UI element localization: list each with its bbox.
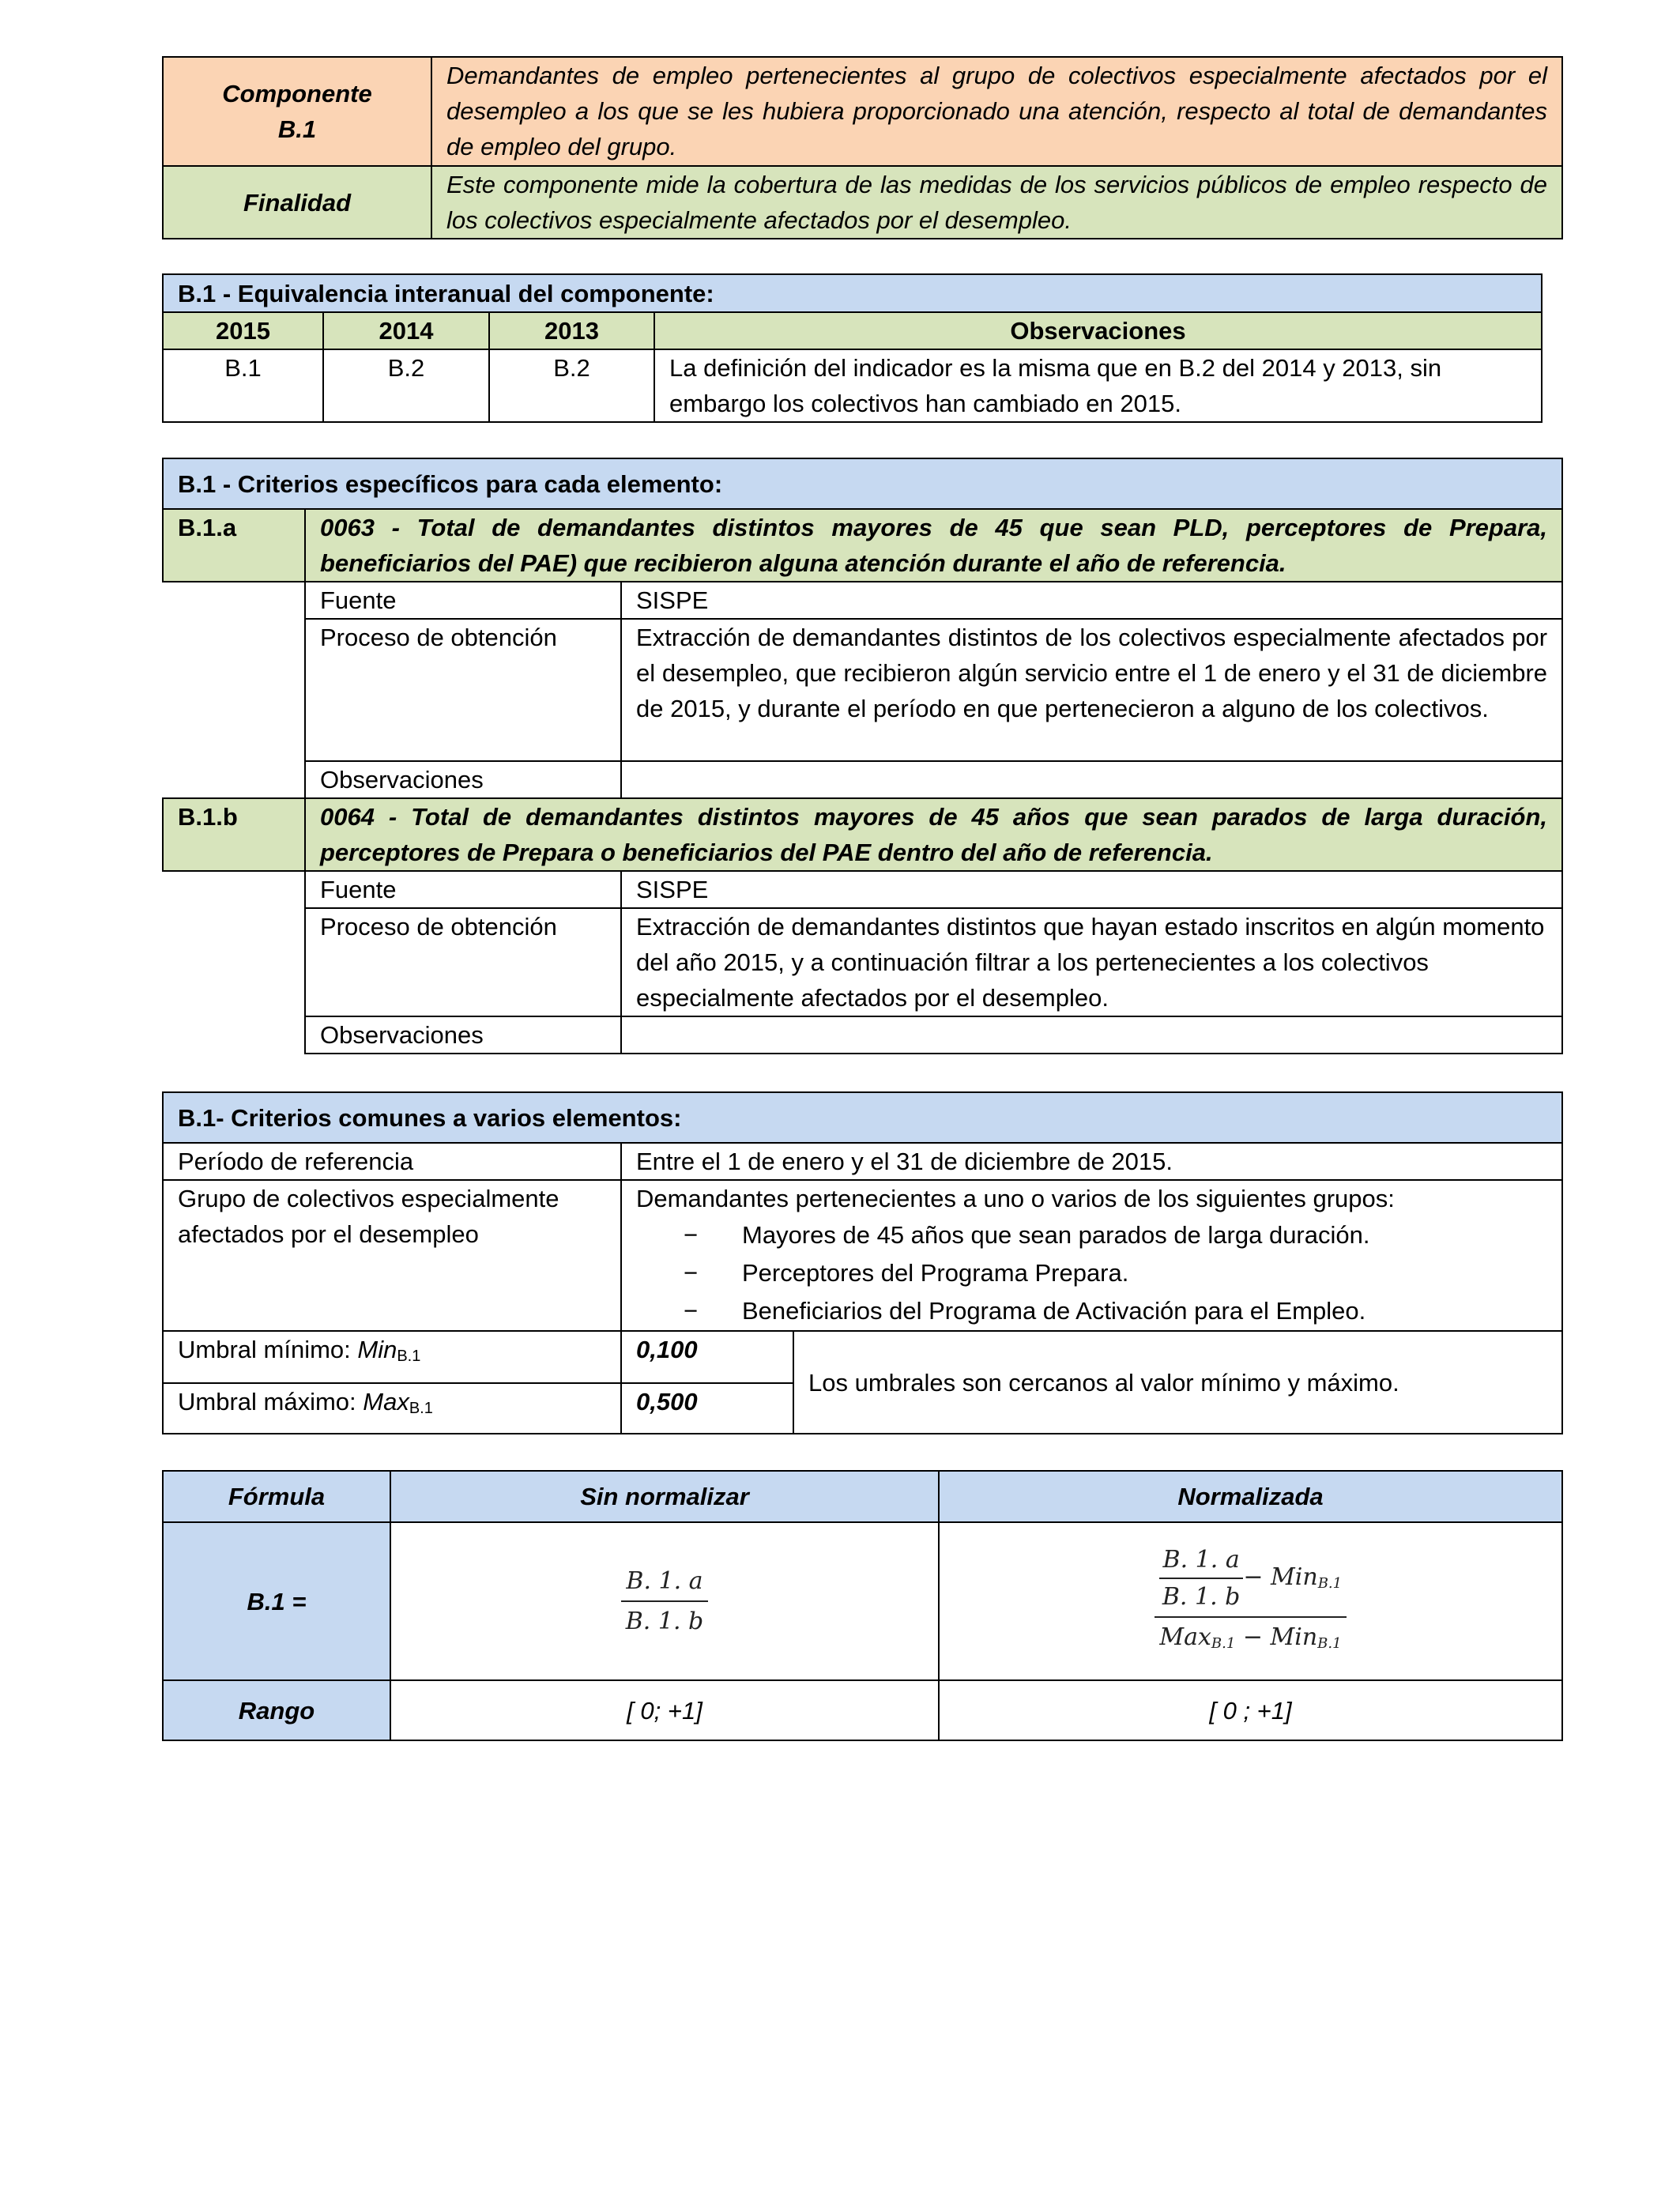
formula-normalized-den-max: Max bbox=[1159, 1623, 1211, 1651]
formula-normalized-inner-fraction bbox=[1159, 1542, 1243, 1615]
formula-normalized-min-sub: B.1 bbox=[1317, 1574, 1343, 1592]
group-intro: Demandantes pertenecientes a uno o varios de los siguientes grupos: bbox=[636, 1185, 1395, 1212]
component-label-line2: B.1 bbox=[277, 115, 317, 143]
formula-header-formula: Fórmula bbox=[163, 1471, 390, 1522]
max-threshold-label bbox=[163, 1383, 621, 1434]
formula-row-label: B.1 = bbox=[163, 1522, 390, 1680]
equivalence-header-2013: 2013 bbox=[489, 312, 654, 349]
equivalence-table bbox=[162, 273, 1543, 423]
min-threshold-value: 0,100 bbox=[621, 1331, 793, 1383]
element-a-name: 0063 - Total de demandantes distintos mayores de 45 que sean PLD, perceptores de Prepara, beneficiarios del PAE) que recibieron alguna atención durante el año de referencia. bbox=[305, 509, 1562, 582]
element-a-process: Extracción de demandantes distintos de los colectivos especialmente afectados por el desempleo, que recibieron algún servicio entre el 1 de enero y el 31 de diciembre de 2015, y durante el período en que pertenecieron a alguno de los colectivos. bbox=[621, 619, 1562, 761]
min-threshold-text: Umbral mínimo: bbox=[178, 1336, 358, 1363]
group-list bbox=[636, 1216, 1547, 1330]
equivalence-cell-2015: B.1 bbox=[163, 349, 323, 422]
common-title: B.1- Criterios comunes a varios elementos: bbox=[163, 1092, 1562, 1143]
formula-range-label: Rango bbox=[163, 1680, 390, 1740]
element-b-spacer bbox=[163, 871, 305, 1054]
formula-normalized-denominator bbox=[1155, 1618, 1347, 1661]
element-b-name: 0064 - Total de demandantes distintos mayores de 45 años que sean parados de larga duración, perceptores de Prepara o beneficiarios del PAE dentro del año de referencia. bbox=[305, 798, 1562, 871]
element-a-obs-label: Observaciones bbox=[305, 761, 621, 798]
group-item: − Perceptores del Programa Prepara. bbox=[684, 1254, 1547, 1292]
period-value: Entre el 1 de enero y el 31 de diciembre de 2015. bbox=[621, 1143, 1562, 1180]
formula-range-raw: [ 0; +1] bbox=[390, 1680, 939, 1740]
formula-raw-fraction bbox=[621, 1563, 708, 1639]
component-label bbox=[163, 57, 431, 166]
common-criteria-table bbox=[162, 1091, 1563, 1434]
formula-header-raw: Sin normalizar bbox=[390, 1471, 939, 1522]
formula-raw-numerator: B. 1. a bbox=[621, 1563, 708, 1602]
formula-normalized-numerator bbox=[1155, 1542, 1347, 1618]
criteria-table bbox=[162, 458, 1563, 1054]
formula-normalized-cell bbox=[939, 1522, 1562, 1680]
threshold-note: Los umbrales son cercanos al valor mínimo y máximo. bbox=[793, 1331, 1562, 1434]
equivalence-cell-2014: B.2 bbox=[323, 349, 489, 422]
formula-header-normalized: Normalizada bbox=[939, 1471, 1562, 1522]
element-a-process-label: Proceso de obtención bbox=[305, 619, 621, 761]
element-a-code: B.1.a bbox=[163, 509, 305, 582]
equivalence-header-2014: 2014 bbox=[323, 312, 489, 349]
component-description: Demandantes de empleo pertenecientes al grupo de colectivos especialmente afectados por el desempleo a los que se les hubiera proporcionado una atención, respecto al total de demandantes de empleo del grupo. bbox=[431, 57, 1562, 166]
max-threshold-value: 0,500 bbox=[621, 1383, 793, 1434]
formula-raw-denominator: B. 1. b bbox=[625, 1608, 704, 1635]
formula-range-normalized: [ 0 ; +1] bbox=[939, 1680, 1562, 1740]
element-a-spacer bbox=[163, 582, 305, 798]
component-label-line1: Componente bbox=[222, 80, 372, 107]
formula-normalized-inner-denominator: B. 1. b bbox=[1162, 1582, 1241, 1611]
formula-raw-cell bbox=[390, 1522, 939, 1680]
min-threshold-sub: B.1 bbox=[397, 1348, 421, 1365]
element-b-process: Extracción de demandantes distintos que hayan estado inscritos en algún momento del año 2015, y a continuación filtrar a los pertenecientes a los colectivos especialmente afectados por el desempleo. bbox=[621, 908, 1562, 1016]
max-threshold-sub: B.1 bbox=[409, 1400, 433, 1417]
component-table bbox=[162, 56, 1563, 239]
formula-table bbox=[162, 1470, 1563, 1741]
equivalence-header-observaciones: Observaciones bbox=[654, 312, 1542, 349]
min-threshold-symbol: Min bbox=[357, 1336, 397, 1363]
formula-normalized-fraction bbox=[1155, 1542, 1347, 1661]
element-b-code: B.1.b bbox=[163, 798, 305, 871]
group-item: − Beneficiarios del Programa de Activación para el Empleo. bbox=[684, 1292, 1547, 1330]
element-a-source-label: Fuente bbox=[305, 582, 621, 619]
element-a-obs bbox=[621, 761, 1562, 798]
element-b-process-label: Proceso de obtención bbox=[305, 908, 621, 1016]
purpose-text: Este componente mide la cobertura de las medidas de los servicios públicos de empleo respecto de los colectivos especialmente afectados por el desempleo. bbox=[431, 166, 1562, 239]
element-a-source: SISPE bbox=[621, 582, 1562, 619]
group-item: − Mayores de 45 años que sean parados de larga duración. bbox=[684, 1216, 1547, 1254]
element-b-obs bbox=[621, 1016, 1562, 1054]
purpose-label: Finalidad bbox=[163, 166, 431, 239]
period-label: Período de referencia bbox=[163, 1143, 621, 1180]
formula-normalized-minus-min: − Min bbox=[1243, 1563, 1318, 1591]
group-value bbox=[621, 1180, 1562, 1331]
equivalence-header-2015: 2015 bbox=[163, 312, 323, 349]
criteria-title: B.1 - Criterios específicos para cada elemento: bbox=[163, 458, 1562, 509]
max-threshold-symbol: Max bbox=[363, 1388, 409, 1416]
element-b-source: SISPE bbox=[621, 871, 1562, 908]
formula-normalized-den-min-sub: B.1 bbox=[1317, 1634, 1342, 1652]
equivalence-cell-2013: B.2 bbox=[489, 349, 654, 422]
equivalence-title: B.1 - Equivalencia interanual del componente: bbox=[163, 274, 1542, 312]
max-threshold-text: Umbral máximo: bbox=[178, 1388, 363, 1416]
formula-normalized-inner-numerator: B. 1. a bbox=[1159, 1542, 1243, 1579]
equivalence-cell-observaciones: La definición del indicador es la misma que en B.2 del 2014 y 2013, sin embargo los colectivos han cambiado en 2015. bbox=[654, 349, 1542, 422]
element-b-source-label: Fuente bbox=[305, 871, 621, 908]
min-threshold-label bbox=[163, 1331, 621, 1383]
element-b-obs-label: Observaciones bbox=[305, 1016, 621, 1054]
formula-normalized-den-max-sub: B.1 bbox=[1211, 1634, 1236, 1652]
formula-normalized-den-minus-min: − Min bbox=[1235, 1623, 1318, 1651]
group-label: Grupo de colectivos especialmente afectados por el desempleo bbox=[163, 1180, 621, 1331]
